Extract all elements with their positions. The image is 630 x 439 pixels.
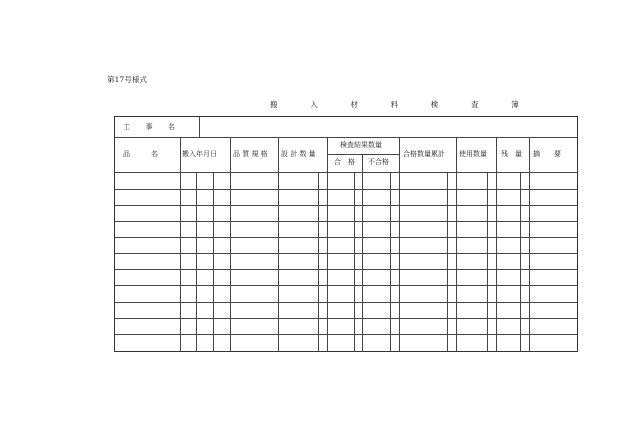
form-number: 第17号様式 bbox=[107, 75, 148, 84]
form-title: 搬 入 材 料 検 査 簿 bbox=[270, 100, 532, 109]
project-divider bbox=[199, 117, 200, 137]
rule-below-header bbox=[115, 172, 577, 173]
row-rule bbox=[115, 189, 577, 190]
row-rule bbox=[115, 253, 577, 254]
sub-divider bbox=[354, 172, 355, 351]
col-divider bbox=[278, 137, 279, 351]
header-passed: 合 格 bbox=[334, 158, 355, 166]
sub-divider bbox=[487, 172, 488, 351]
inspection-table bbox=[114, 116, 578, 352]
header-inspection-results: 検査結果数量 bbox=[340, 141, 382, 149]
rule-below-project bbox=[115, 137, 577, 138]
row-rule bbox=[115, 269, 577, 270]
row-rule bbox=[115, 221, 577, 222]
project-name-field[interactable] bbox=[199, 118, 577, 137]
col-divider bbox=[496, 137, 497, 351]
header-design-quantity: 設 計 数 量 bbox=[281, 150, 316, 158]
col-divider bbox=[180, 137, 181, 351]
row-rule bbox=[115, 205, 577, 206]
row-rule bbox=[115, 318, 577, 319]
col-divider bbox=[529, 137, 530, 351]
header-used-quantity: 使用数量 bbox=[459, 150, 487, 158]
row-rule bbox=[115, 237, 577, 238]
col-divider bbox=[327, 137, 328, 351]
header-failed: 不合格 bbox=[368, 158, 389, 166]
header-delivery-date: 搬入年月日 bbox=[182, 150, 217, 158]
sub-divider bbox=[390, 172, 391, 351]
row-rule bbox=[115, 302, 577, 303]
header-passed-cumulative: 合格数量累計 bbox=[403, 150, 445, 158]
project-name-label: 工 事 名 bbox=[123, 123, 176, 131]
sub-divider bbox=[318, 172, 319, 351]
header-remaining: 残 量 bbox=[501, 150, 522, 158]
sub-divider bbox=[520, 172, 521, 351]
sub-divider bbox=[447, 172, 448, 351]
row-rule bbox=[115, 334, 577, 335]
col-divider bbox=[399, 137, 400, 351]
header-remarks: 摘 要 bbox=[533, 150, 561, 158]
header-item-name: 品 名 bbox=[123, 150, 158, 158]
col-divider bbox=[362, 154, 363, 351]
col-divider bbox=[456, 137, 457, 351]
header-quality-spec: 品 質 規 格 bbox=[233, 150, 268, 158]
sub-divider bbox=[213, 172, 214, 351]
sub-divider bbox=[196, 172, 197, 351]
row-rule bbox=[115, 285, 577, 286]
rule-inspection-sub bbox=[327, 154, 399, 155]
col-divider bbox=[230, 137, 231, 351]
